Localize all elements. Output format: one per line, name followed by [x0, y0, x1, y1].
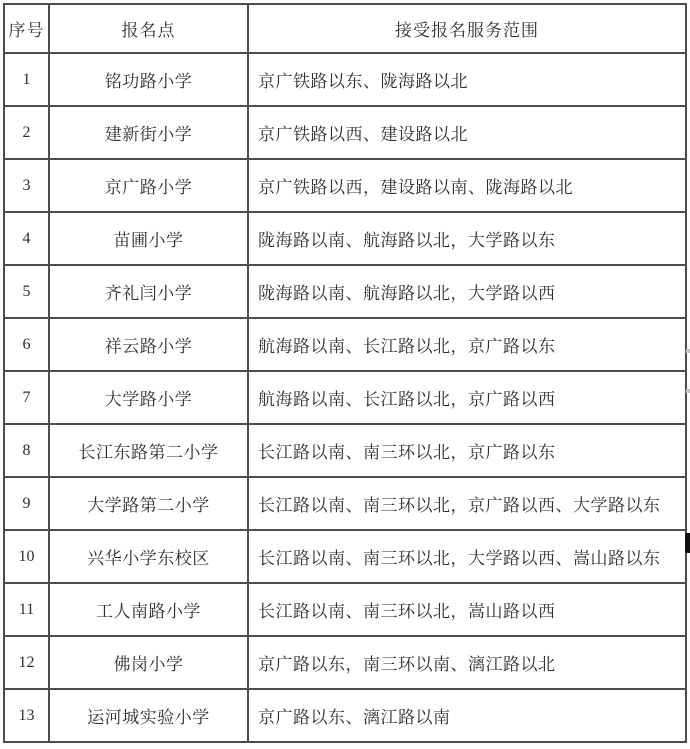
- row-number-cell: 10: [4, 530, 49, 583]
- service-range-cell: 陇海路以南、航海路以北，大学路以东: [248, 212, 686, 265]
- service-range-cell: 京广铁路以东、陇海路以北: [248, 53, 686, 106]
- row-number-cell: 4: [4, 212, 49, 265]
- table-row: [4, 689, 686, 742]
- row-number-cell: 7: [4, 371, 49, 424]
- scan-artifact-mark: [685, 533, 690, 553]
- service-range-cell: 航海路以南、长江路以北，京广路以西: [248, 371, 686, 424]
- table-row: [4, 318, 686, 371]
- school-name-cell: 大学路第二小学: [49, 477, 248, 530]
- table-row: [4, 530, 686, 583]
- row-number-cell: 12: [4, 636, 49, 689]
- service-range-cell: 长江路以南、南三环以北，大学路以西、嵩山路以东: [248, 530, 686, 583]
- service-range-cell: 京广路以东，南三环以南、漓江路以北: [248, 636, 686, 689]
- table-row: [4, 106, 686, 159]
- row-number-cell: 1: [4, 53, 49, 106]
- service-range-cell: 长江路以南、南三环以北，京广路以东: [248, 424, 686, 477]
- table-header-row: [4, 4, 686, 53]
- school-name-cell: 齐礼闫小学: [49, 265, 248, 318]
- row-number-cell: 9: [4, 477, 49, 530]
- school-name-cell: 大学路小学: [49, 371, 248, 424]
- table-row: [4, 477, 686, 530]
- table-row: [4, 212, 686, 265]
- table-row: [4, 583, 686, 636]
- table-row: [4, 159, 686, 212]
- row-number-cell: 13: [4, 689, 49, 742]
- row-number-cell: 11: [4, 583, 49, 636]
- service-range-cell: 京广铁路以西，建设路以南、陇海路以北: [248, 159, 686, 212]
- table-row: [4, 636, 686, 689]
- table-row: [4, 53, 686, 106]
- school-name-cell: 铭功路小学: [49, 53, 248, 106]
- service-range-cell: 京广路以东、漓江路以南: [248, 689, 686, 742]
- school-name-cell: 苗圃小学: [49, 212, 248, 265]
- row-number-cell: 3: [4, 159, 49, 212]
- table-row: [4, 424, 686, 477]
- service-range-cell: 陇海路以南、航海路以北，大学路以西: [248, 265, 686, 318]
- school-name-cell: 工人南路小学: [49, 583, 248, 636]
- table-body: [4, 53, 686, 742]
- header-registration-point: 报名点: [49, 4, 248, 53]
- service-range-cell: 航海路以南、长江路以北，京广路以东: [248, 318, 686, 371]
- registration-points-table: [3, 3, 687, 743]
- row-number-cell: 8: [4, 424, 49, 477]
- header-serial-number: 序号: [4, 4, 49, 53]
- table-row: [4, 265, 686, 318]
- school-name-cell: 建新街小学: [49, 106, 248, 159]
- table-row: [4, 371, 686, 424]
- scan-artifact-tick: [686, 389, 690, 393]
- header-service-range: 接受报名服务范围: [248, 4, 686, 53]
- service-range-cell: 长江路以南、南三环以北，嵩山路以西: [248, 583, 686, 636]
- school-name-cell: 祥云路小学: [49, 318, 248, 371]
- row-number-cell: 5: [4, 265, 49, 318]
- school-name-cell: 佛岗小学: [49, 636, 248, 689]
- school-name-cell: 兴华小学东校区: [49, 530, 248, 583]
- school-name-cell: 长江东路第二小学: [49, 424, 248, 477]
- row-number-cell: 6: [4, 318, 49, 371]
- service-range-cell: 京广铁路以西、建设路以北: [248, 106, 686, 159]
- service-range-cell: 长江路以南、南三环以北，京广路以西、大学路以东: [248, 477, 686, 530]
- school-name-cell: 京广路小学: [49, 159, 248, 212]
- row-number-cell: 2: [4, 106, 49, 159]
- scan-artifact-tick: [686, 349, 690, 353]
- school-name-cell: 运河城实验小学: [49, 689, 248, 742]
